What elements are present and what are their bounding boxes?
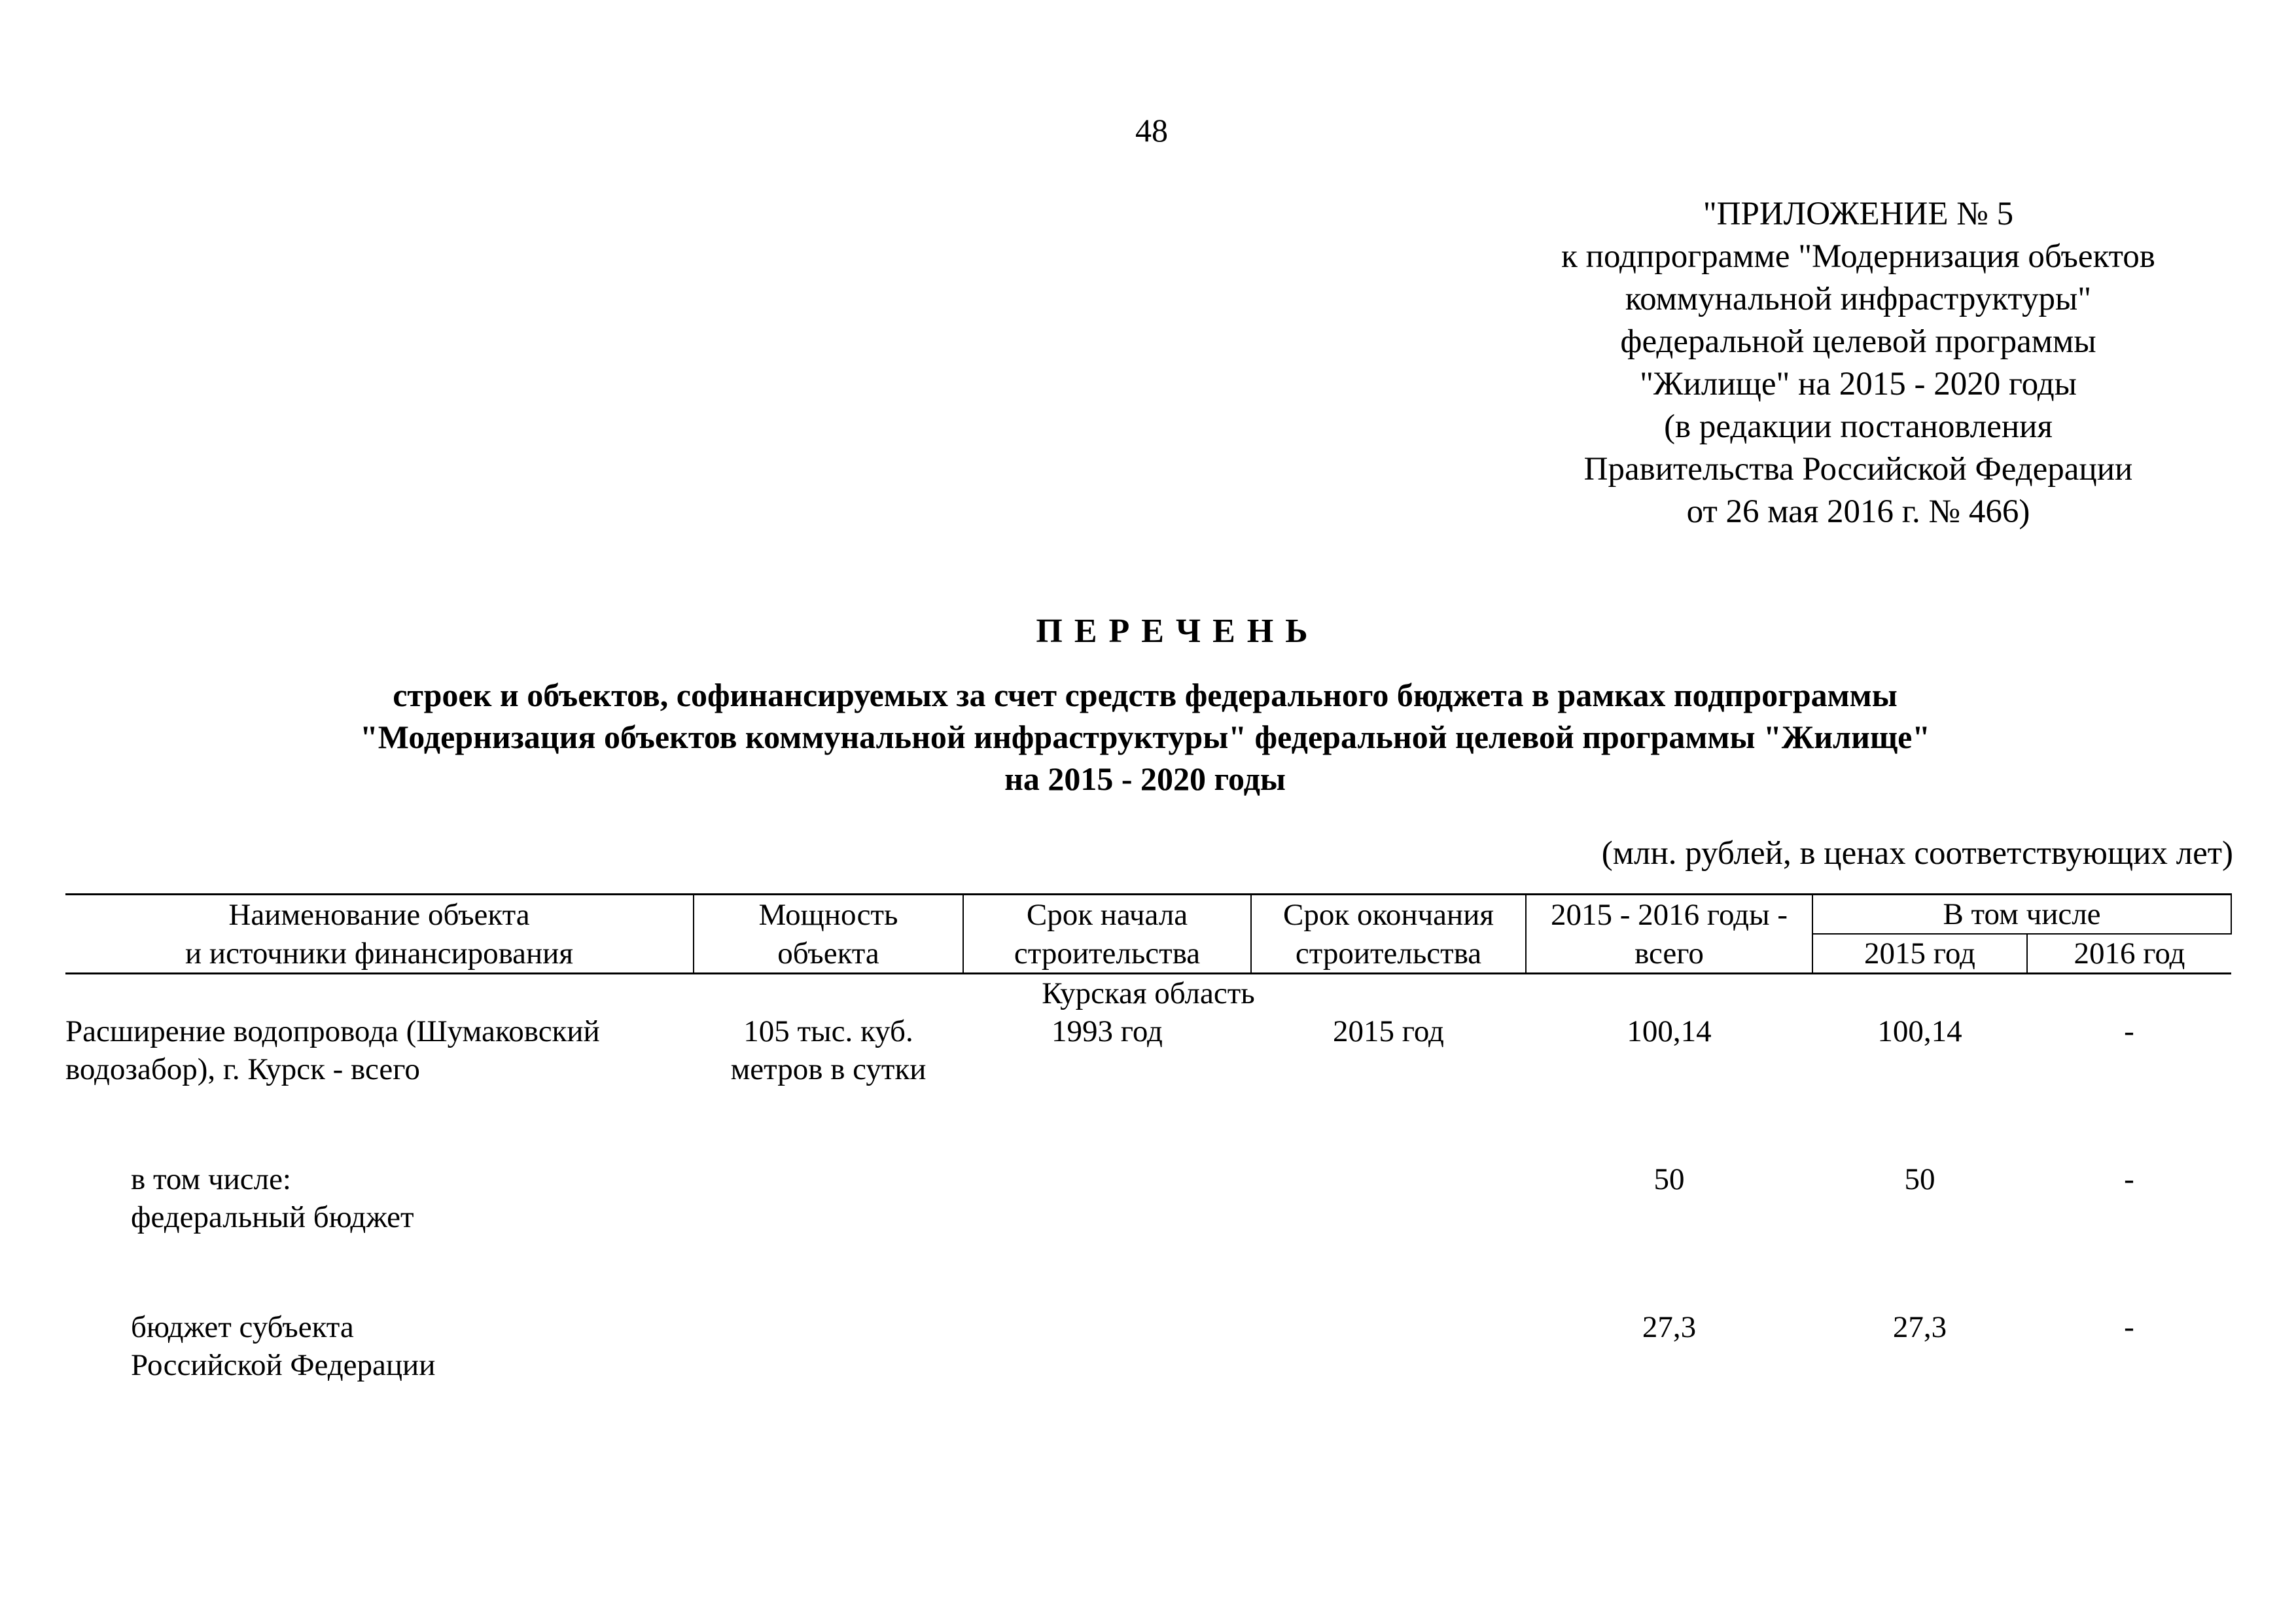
source-name-line: Российской Федерации bbox=[131, 1348, 436, 1382]
header-name: Наименование объекта bbox=[65, 895, 694, 935]
end-year bbox=[1251, 1308, 1526, 1384]
total-amount: 50 bbox=[1653, 1162, 1685, 1196]
end-year bbox=[1251, 1160, 1526, 1236]
appendix-line: "Жилище" на 2015 - 2020 годы bbox=[1640, 366, 2077, 402]
subtitle-line: на 2015 - 2020 годы bbox=[1004, 760, 1286, 797]
document-subtitle bbox=[131, 674, 2159, 800]
header-end-sub: строительства bbox=[1251, 934, 1526, 974]
end-year: 2015 год bbox=[1333, 1014, 1444, 1048]
appendix-line: (в редакции постановления bbox=[1664, 408, 2053, 445]
appendix-line: к подпрограмме "Модернизация объектов bbox=[1561, 238, 2155, 275]
object-capacity bbox=[694, 1160, 963, 1236]
header-row bbox=[65, 934, 2231, 974]
row-spacer bbox=[65, 1236, 2231, 1308]
header-end: Срок окончания bbox=[1251, 895, 1526, 935]
table-row bbox=[65, 1160, 2231, 1236]
header-start: Срок начала bbox=[963, 895, 1251, 935]
region-row bbox=[65, 974, 2231, 1013]
table-row bbox=[65, 1308, 2231, 1384]
amount-2015: 50 bbox=[1904, 1162, 1935, 1196]
source-name bbox=[65, 1308, 694, 1384]
source-name-line: бюджет субъекта bbox=[131, 1310, 354, 1344]
amount-2015: 27,3 bbox=[1892, 1310, 1947, 1344]
appendix-block bbox=[1492, 193, 2225, 533]
object-name-line: водозабор), г. Курск - всего bbox=[65, 1052, 420, 1086]
object-capacity bbox=[694, 1012, 963, 1088]
header-capacity-sub: объекта bbox=[694, 934, 963, 974]
appendix-line: федеральной целевой программы bbox=[1620, 323, 2096, 360]
source-name bbox=[65, 1160, 694, 1236]
object-name bbox=[65, 1012, 694, 1088]
start-year bbox=[963, 1160, 1251, 1236]
source-name-line: в том числе: bbox=[131, 1162, 291, 1196]
units-note: (млн. рублей, в ценах соответствующих лет) bbox=[1601, 835, 2233, 872]
appendix-line: "ПРИЛОЖЕНИЕ № 5 bbox=[1703, 196, 2014, 232]
header-total: 2015 - 2016 годы - bbox=[1526, 895, 1812, 935]
total-amount: 100,14 bbox=[1627, 1014, 1712, 1048]
amount-2015: 100,14 bbox=[1877, 1014, 1962, 1048]
page-number: 48 bbox=[1135, 112, 1168, 149]
header-year-2015: 2015 год bbox=[1812, 934, 2027, 974]
header-including: В том числе bbox=[1812, 895, 2231, 935]
header-row bbox=[65, 895, 2231, 935]
object-capacity bbox=[694, 1308, 963, 1384]
row-spacer bbox=[65, 1088, 2231, 1160]
start-year: 1993 год bbox=[1051, 1014, 1163, 1048]
source-name-line: федеральный бюджет bbox=[131, 1200, 414, 1234]
document-title: ПЕРЕЧЕНЬ bbox=[1036, 613, 1320, 650]
header-capacity: Мощность bbox=[694, 895, 963, 935]
capacity-line: метров в сутки bbox=[730, 1052, 927, 1086]
object-name-line: Расширение водопровода (Шумаковский bbox=[65, 1014, 600, 1048]
amount-2016: - bbox=[2124, 1014, 2134, 1048]
region-name: Курская область bbox=[1042, 976, 1255, 1010]
appendix-line: Правительства Российской Федерации bbox=[1583, 451, 2133, 488]
header-total-sub: всего bbox=[1526, 934, 1812, 974]
total-amount: 27,3 bbox=[1642, 1310, 1697, 1344]
header-start-sub: строительства bbox=[963, 934, 1251, 974]
header-name-sub: и источники финансирования bbox=[65, 934, 694, 974]
subtitle-line: строек и объектов, софинансируемых за счет средств федерального бюджета в рамках подпрограммы bbox=[393, 677, 1898, 713]
table-row bbox=[65, 1012, 2231, 1088]
header-year-2016: 2016 год bbox=[2027, 934, 2231, 974]
start-year bbox=[963, 1308, 1251, 1384]
objects-table bbox=[65, 893, 2232, 1384]
amount-2016: - bbox=[2124, 1162, 2134, 1196]
appendix-line: от 26 мая 2016 г. № 466) bbox=[1686, 493, 2030, 530]
subtitle-line: "Модернизация объектов коммунальной инфраструктуры" федеральной целевой программы "Жилище" bbox=[359, 719, 1931, 755]
appendix-line: коммунальной инфраструктуры" bbox=[1625, 281, 2092, 317]
capacity-line: 105 тыс. куб. bbox=[743, 1014, 913, 1048]
amount-2016: - bbox=[2124, 1310, 2134, 1344]
